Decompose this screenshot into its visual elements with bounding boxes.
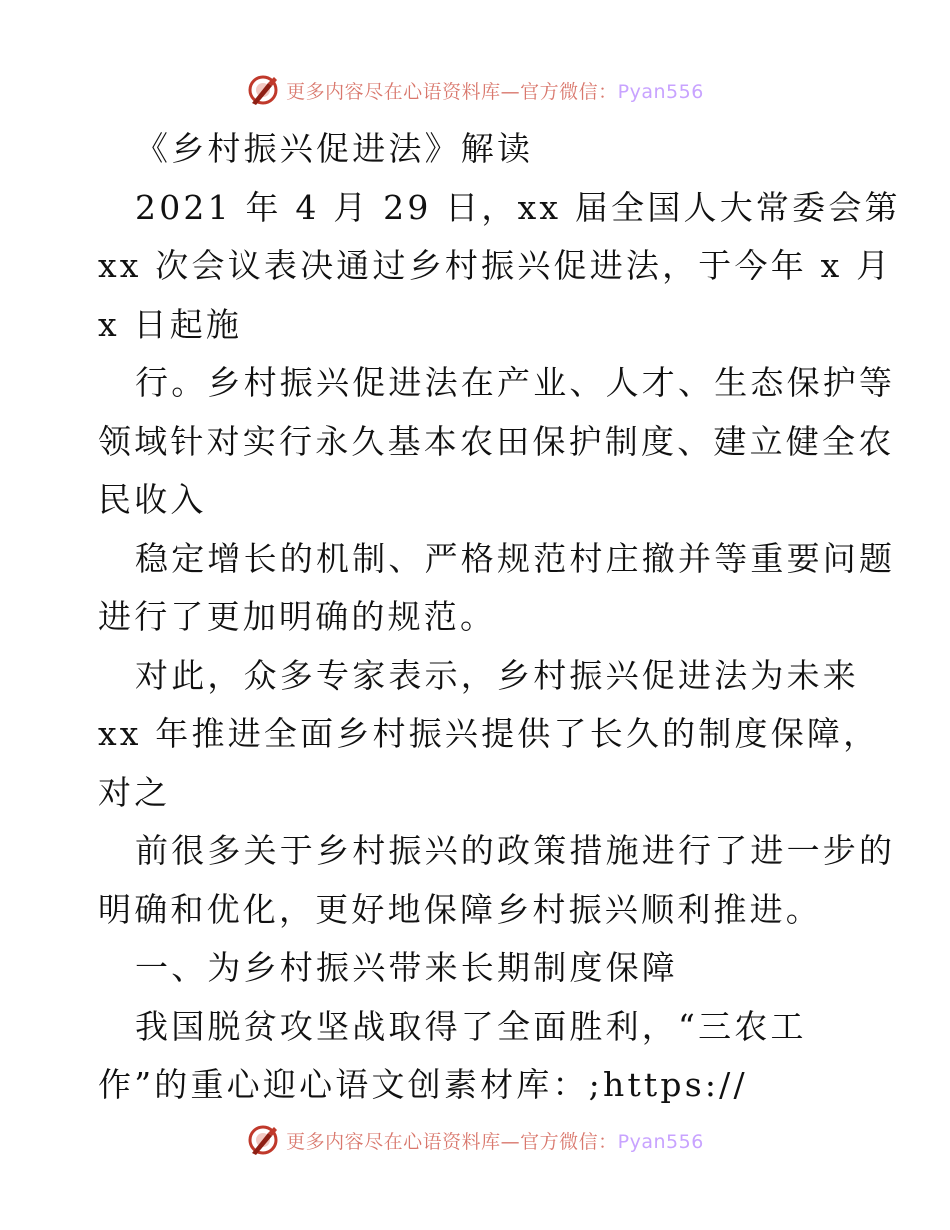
- banner-wechat-id: Pyan556: [617, 1130, 704, 1153]
- document-line: 前很多关于乡村振兴的政策措施进行了进一步的: [135, 831, 896, 870]
- document-body: [98, 120, 901, 1115]
- document-line: 稳定增长的机制、严格规范村庄撤并等重要问题: [135, 538, 896, 578]
- document-line: 民收入: [98, 480, 207, 519]
- document-line: 我国脱贫攻坚战取得了全面胜利，“三农工: [135, 1006, 807, 1046]
- footer-watermark-banner: [0, 1120, 950, 1160]
- document-line: 一、为乡村振兴带来长期制度保障: [135, 948, 678, 987]
- document-line: 对此，众多专家表示，乡村振兴促进法为未来: [135, 655, 859, 695]
- pen-logo-icon: [246, 73, 280, 107]
- document-line: 对之: [98, 772, 171, 812]
- banner-wechat-id: Pyan556: [617, 80, 704, 103]
- document-line: 2021 年 4 月 29 日，xx 届全国人大常委会第: [135, 187, 901, 227]
- document-line: 进行了更加明确的规范。: [98, 597, 497, 636]
- document-line: 《乡村振兴促进法》解读: [135, 129, 534, 168]
- document-line: 领域针对实行永久基本农田保护制度、建立健全农: [98, 421, 895, 461]
- document-line: x 日起施: [98, 304, 243, 344]
- document-line: 作”的重心迎心语文创素材库：;https://: [98, 1065, 748, 1104]
- document-line: xx 次会议表决通过乡村振兴促进法，于今年 x 月: [98, 246, 893, 285]
- banner-text: 更多内容尽在心语资料库—官方微信：: [286, 1130, 618, 1153]
- document-line: 行。乡村振兴促进法在产业、人才、生态保护等: [135, 363, 896, 402]
- pen-logo-icon: [246, 1123, 280, 1157]
- document-line: xx 年推进全面乡村振兴提供了长久的制度保障，: [98, 714, 880, 753]
- banner-text: 更多内容尽在心语资料库—官方微信：: [286, 80, 618, 103]
- header-watermark-banner: [0, 70, 950, 110]
- document-line: 明确和优化，更好地保障乡村振兴顺利推进。: [98, 889, 822, 929]
